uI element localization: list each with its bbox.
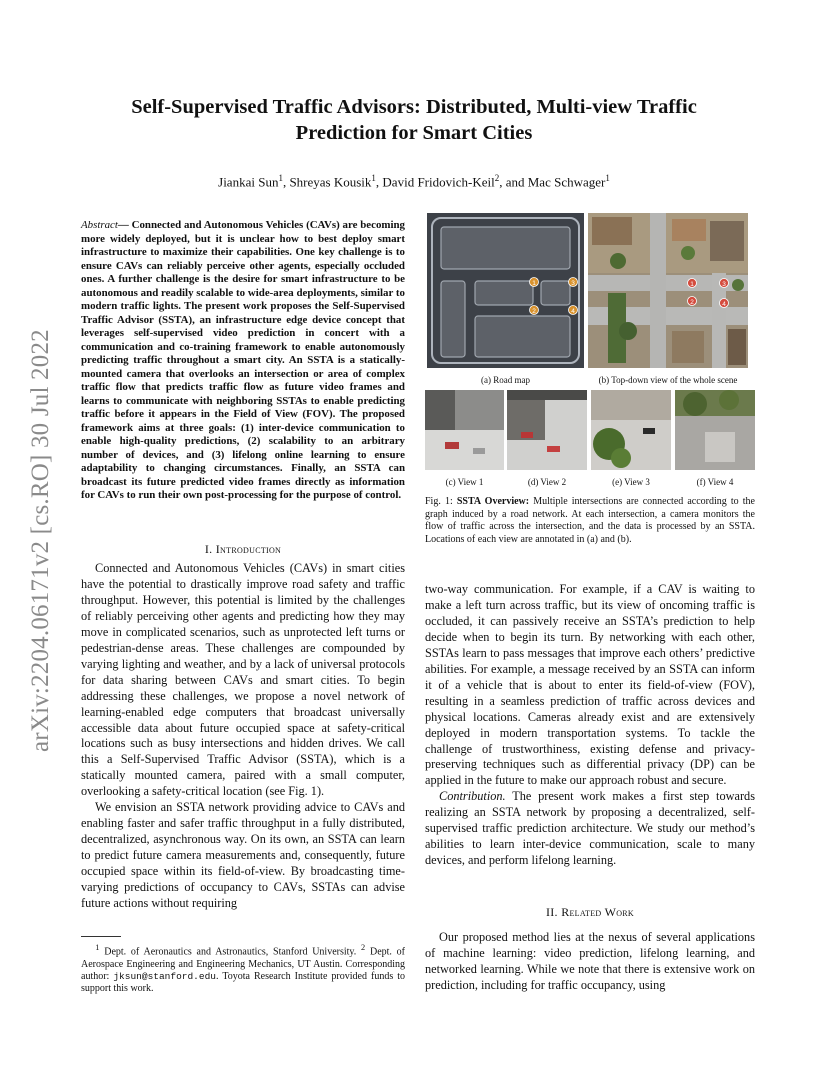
author-name: Shreyas Kousik	[289, 174, 372, 190]
author-name: and Mac Schwager	[505, 174, 606, 190]
figure-view-1-image	[425, 390, 504, 470]
figure-view-4-image	[675, 390, 755, 470]
abstract	[81, 219, 405, 503]
subcaption-view-1: (c) View 1	[445, 477, 484, 487]
section-title: Related Work	[561, 905, 635, 919]
footnote-email: jksun@stanford.edu	[113, 970, 216, 982]
paragraph: two-way communication. For example, if a CAV is waiting to make a left turn across traffic, but its view of oncoming traffic is occluded, it can passively receive an SSTA’s prediction to help decide when to begin its turn. By networking with each other, SSTAs learn to pass messages that improve each others’ predictive abilities. For example, a message received by an SSTA can inform it of a vehicle that is about to enter its field-of-view (FOV), resulting in a seamless prediction of traffic across devices and physical locations. Cameras already exist and are extensively deployed in modern transportation systems. To tackle the challenge of trustworthiness, existing defense and privacy-preserving techniques such as differential privacy (DP) can be applied in the future to make our approach robust and secure.	[425, 582, 755, 788]
footnote-affiliation-2: Dept. of Aerospace Engineering and Engineering Mechanics, UT Austin. Corresponding author:	[81, 946, 406, 982]
paper-title	[80, 94, 748, 146]
title-line-1: Self-Supervised Traffic Advisors: Distributed, Multi-view Traffic	[131, 96, 697, 118]
author-affiliation: 1	[278, 173, 283, 183]
footnote-rule	[81, 936, 121, 937]
subcaption-view-2: (d) View 2	[527, 477, 567, 487]
paragraph: Connected and Autonomous Vehicles (CAVs) in smart cities have the potential to drastically improve road safety and traffic throughput. However, this potential is limited by the challenges of reliably perceiving other agents and predicting how they may move in complicated scenarios, such as unprotected left turns or pedestrian-dense areas. These challenges are compounded by varying lighting and weather, and by a lack of universal protocols for data sharing between CAVs and smart cities. To begin addressing these challenges, we propose a novel network of learning-enabled edge computers that broadcast universally accessible data about future occupied space at safety-critical locations such as busy intersections and hidden drives. We call this a Self-Supervised Traffic Advisor (SSTA), which is a statically mounted camera, paired with a small computer, overlooking a safety-critical location (see Fig. 1).	[81, 561, 405, 799]
section-number: II.	[545, 905, 558, 919]
author-affiliation: 1	[605, 173, 610, 183]
arxiv-stamp-text: arXiv:2204.06171v2 [cs.RO] 30 Jul 2022	[27, 329, 54, 752]
contribution-paragraph	[425, 789, 755, 869]
abstract-label: Abstract	[81, 219, 118, 231]
view-marker-3: 3	[722, 281, 726, 288]
related-work-body	[425, 930, 755, 994]
abstract-text: — Connected and Autonomous Vehicles (CAVs) are becoming more widely deployed, but it is unclear how to best deploy smart infrastructure to maximize their capabilities. One key challenge is to ensure CAVs can reliably perceive other agents, especially occluded ones. A further challenge is the desire for smart infrastructure to be autonomous and readily scalable to wide-area deployments, similar to modern traffic lights. The present work proposes the Self-Supervised Traffic Advisor (SSTA), an infrastructure edge device concept that leverages self-supervised video prediction in concert with a communication and co-training framework to enable autonomously predicting traffic throughout a smart city. An SSTA is a statically-mounted camera that overlooks an intersection or area of complex traffic flow that predicts traffic flow as future video frames and learns to communicate with neighboring SSTAs to enable predicting traffic before it appears in the Field of View (FOV). The proposed framework aims at three goals: (1) inter-device communication to enable high-quality predictions, (2) scalability to an arbitrary number of devices, and (3) lifelong online learning to ensure adaptability to changing circumstances. Finally, an SSTA can broadcast its future predicted video frames directly as information for CAVs to run their own post-processing for the purpose of control.	[81, 219, 405, 501]
view-marker-1: 1	[532, 280, 536, 287]
author-name: David Fridovich-Keil	[382, 174, 495, 190]
footnote-affiliation-1: Dept. of Aeronautics and Astronautics, Stanford University.	[104, 946, 357, 958]
figure-view-2-image	[507, 390, 587, 470]
author-list: Jiankai Sun$^1$, Shreyas Kousik$^1$, David Fridovich-Keil$^2$, and Mac Schwager$^1$	[218, 173, 610, 190]
author-affiliation: 2	[494, 173, 500, 183]
figure-road-map-image	[427, 213, 584, 368]
view-marker-4: 4	[571, 308, 575, 315]
figure-topdown-image	[588, 213, 748, 368]
subcaption-road-map: (a) Road map	[481, 375, 530, 385]
footnote-funding: . Toyota Research Institute provided funds to support this work.	[81, 970, 406, 995]
subcaption-view-3: (e) View 3	[612, 477, 650, 487]
figure-label: Fig. 1:	[425, 496, 453, 507]
section-heading-related-work	[425, 905, 755, 920]
paragraph: We envision an SSTA network providing advice to CAVs and enabling faster and safer traffic throughput in a fully distributed, decentralized, asynchronous way. On its own, an SSTA can learn to predict future camera measurements and, consequently, future occupied space within its field-of-view. By broadcasting time-varying predictions of occupancy to CAVs, SSTAs can advise future actions without requiring	[81, 800, 405, 911]
view-marker-2: 2	[532, 308, 536, 315]
intro-body-right	[425, 582, 755, 869]
arxiv-stamp	[4, 290, 64, 760]
figure-caption-text: Multiple intersections are connected according to the graph induced by a road network. At each intersection, a camera monitors the flow of traffic across the intersection, and the data is processed by an SSTA. Locations of each view are annotated in (a) and (b).	[425, 496, 755, 545]
subcaption-view-4: (f) View 4	[696, 477, 734, 487]
section-heading-introduction	[81, 542, 405, 557]
paragraph: Our proposed method lies at the nexus of several applications of machine learning: video prediction, lifelong learning, and networked learning. While we note that there is extensive work on prediction, including for traffic occupancy, using	[425, 930, 755, 992]
figure-caption	[425, 496, 755, 546]
view-marker-1: 1	[690, 281, 694, 288]
title-line-2: Prediction for Smart Cities	[295, 122, 533, 144]
footnote: $^1$ Dept. of Aeronautics and Astronautics, Stanford University. $^2$ Dept. of Aerospace Engineering and Engineering Mechanics, UT Austin. Corresponding author: jksun@stanford.edu. Toyota Research Institute provided funds to support this work.	[81, 943, 406, 995]
figure-view-3-image	[591, 390, 671, 470]
view-marker-2: 2	[690, 299, 694, 306]
author-affiliation: 1	[371, 173, 376, 183]
section-title: Introduction	[215, 542, 282, 556]
intro-body-left	[81, 561, 405, 912]
subcaption-topdown: (b) Top-down view of the whole scene	[598, 375, 738, 385]
contribution-text: The present work makes a first step towards realizing an SSTA network by proposing a decentralized, self-supervised traffic prediction architecture. We study our method’s abilities to learn inter-device communication, scale to many devices, and perform lifelong learning.	[425, 789, 755, 868]
section-number: I.	[204, 542, 213, 556]
figure-caption-title: SSTA Overview:	[456, 496, 530, 507]
author-name: Jiankai Sun	[218, 174, 279, 190]
contribution-label: Contribution.	[439, 789, 506, 804]
view-marker-3: 3	[571, 280, 575, 287]
view-marker-4: 4	[722, 301, 726, 308]
